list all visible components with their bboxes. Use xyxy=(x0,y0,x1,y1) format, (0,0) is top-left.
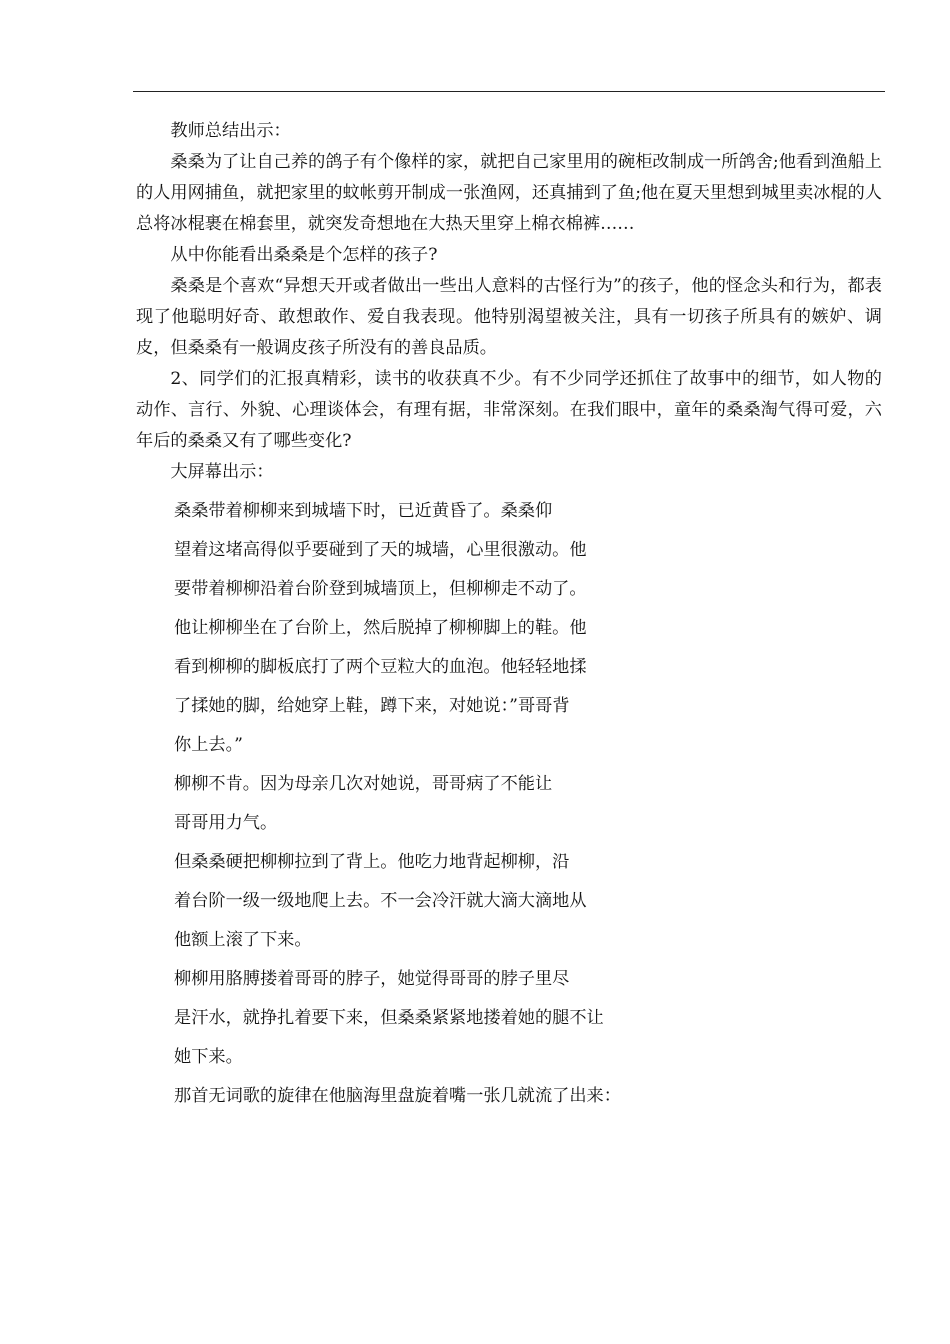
paragraph-section-2: 2、同学们的汇报真精彩，读书的收获真不少。有不少同学还抓住了故事中的细节，如人物的动作、言行、外貌、心理谈体会，有理有据，非常深刻。在我们眼中，童年的桑桑淘气得可爱，六年后的桑桑又有了哪些变化? xyxy=(136,369,882,451)
quote-line: 他额上滚了下来。 xyxy=(174,930,312,950)
quote-line: 但桑桑硬把柳柳拉到了背上。他吃力地背起柳柳，沿 xyxy=(174,852,570,872)
paragraph-screen-heading: 大屏幕出示： xyxy=(170,462,274,482)
paragraph-sangsang-behaviors: 桑桑为了让自己养的鸽子有个像样的家，就把自己家里用的碗柜改制成一所鸽舍;他看到渔船上的人用网捕鱼，就把家里的蚊帐剪开制成一张渔网，还真捕到了鱼;他在夏天里想到城里卖冰棍的人总将冰棍裹在棉套里，就突发奇想地在大热天里穿上棉衣棉裤…… xyxy=(136,152,882,234)
paragraph-teacher-summary-heading: 教师总结出示： xyxy=(170,121,291,141)
header-rule xyxy=(133,91,885,92)
quote-line: 哥哥用力气。 xyxy=(174,813,278,833)
quote-line: 你上去。” xyxy=(174,735,243,755)
document-body xyxy=(136,116,882,1120)
quote-line: 看到柳柳的脚板底打了两个豆粒大的血泡。他轻轻地揉 xyxy=(174,657,587,677)
quote-line: 望着这堵高得似乎要碰到了天的城墙，心里很激动。他 xyxy=(174,540,587,560)
quoted-excerpt xyxy=(136,496,882,1120)
quote-line: 她下来。 xyxy=(174,1047,243,1067)
quote-line: 是汗水，就挣扎着要下来，但桑桑紧紧地搂着她的腿不让 xyxy=(174,1008,604,1028)
quote-line: 要带着柳柳沿着台阶登到城墙顶上，但柳柳走不动了。 xyxy=(174,579,587,599)
quote-line: 柳柳用胳膊搂着哥哥的脖子，她觉得哥哥的脖子里尽 xyxy=(174,969,570,989)
quote-line: 桑桑带着柳柳来到城墙下时，已近黄昏了。桑桑仰 xyxy=(174,501,553,521)
paragraph-answer: 桑桑是个喜欢“异想天开或者做出一些出人意料的古怪行为”的孩子，他的怪念头和行为，都表现了他聪明好奇、敢想敢作、爱自我表现。他特别渴望被关注，具有一切孩子所具有的嫉妒、调皮，但桑桑有一般调皮孩子所没有的善良品质。 xyxy=(136,276,882,358)
quote-line: 那首无词歌的旋律在他脑海里盘旋着嘴一张几就流了出来： xyxy=(174,1086,621,1106)
quote-line: 柳柳不肯。因为母亲几次对她说，哥哥病了不能让 xyxy=(174,774,553,794)
quote-line: 他让柳柳坐在了台阶上，然后脱掉了柳柳脚上的鞋。他 xyxy=(174,618,587,638)
quote-line: 着台阶一级一级地爬上去。不一会冷汗就大滴大滴地从 xyxy=(174,891,587,911)
paragraph-question: 从中你能看出桑桑是个怎样的孩子? xyxy=(170,245,438,265)
quote-line: 了揉她的脚，给她穿上鞋，蹲下来，对她说：”哥哥背 xyxy=(174,696,570,716)
